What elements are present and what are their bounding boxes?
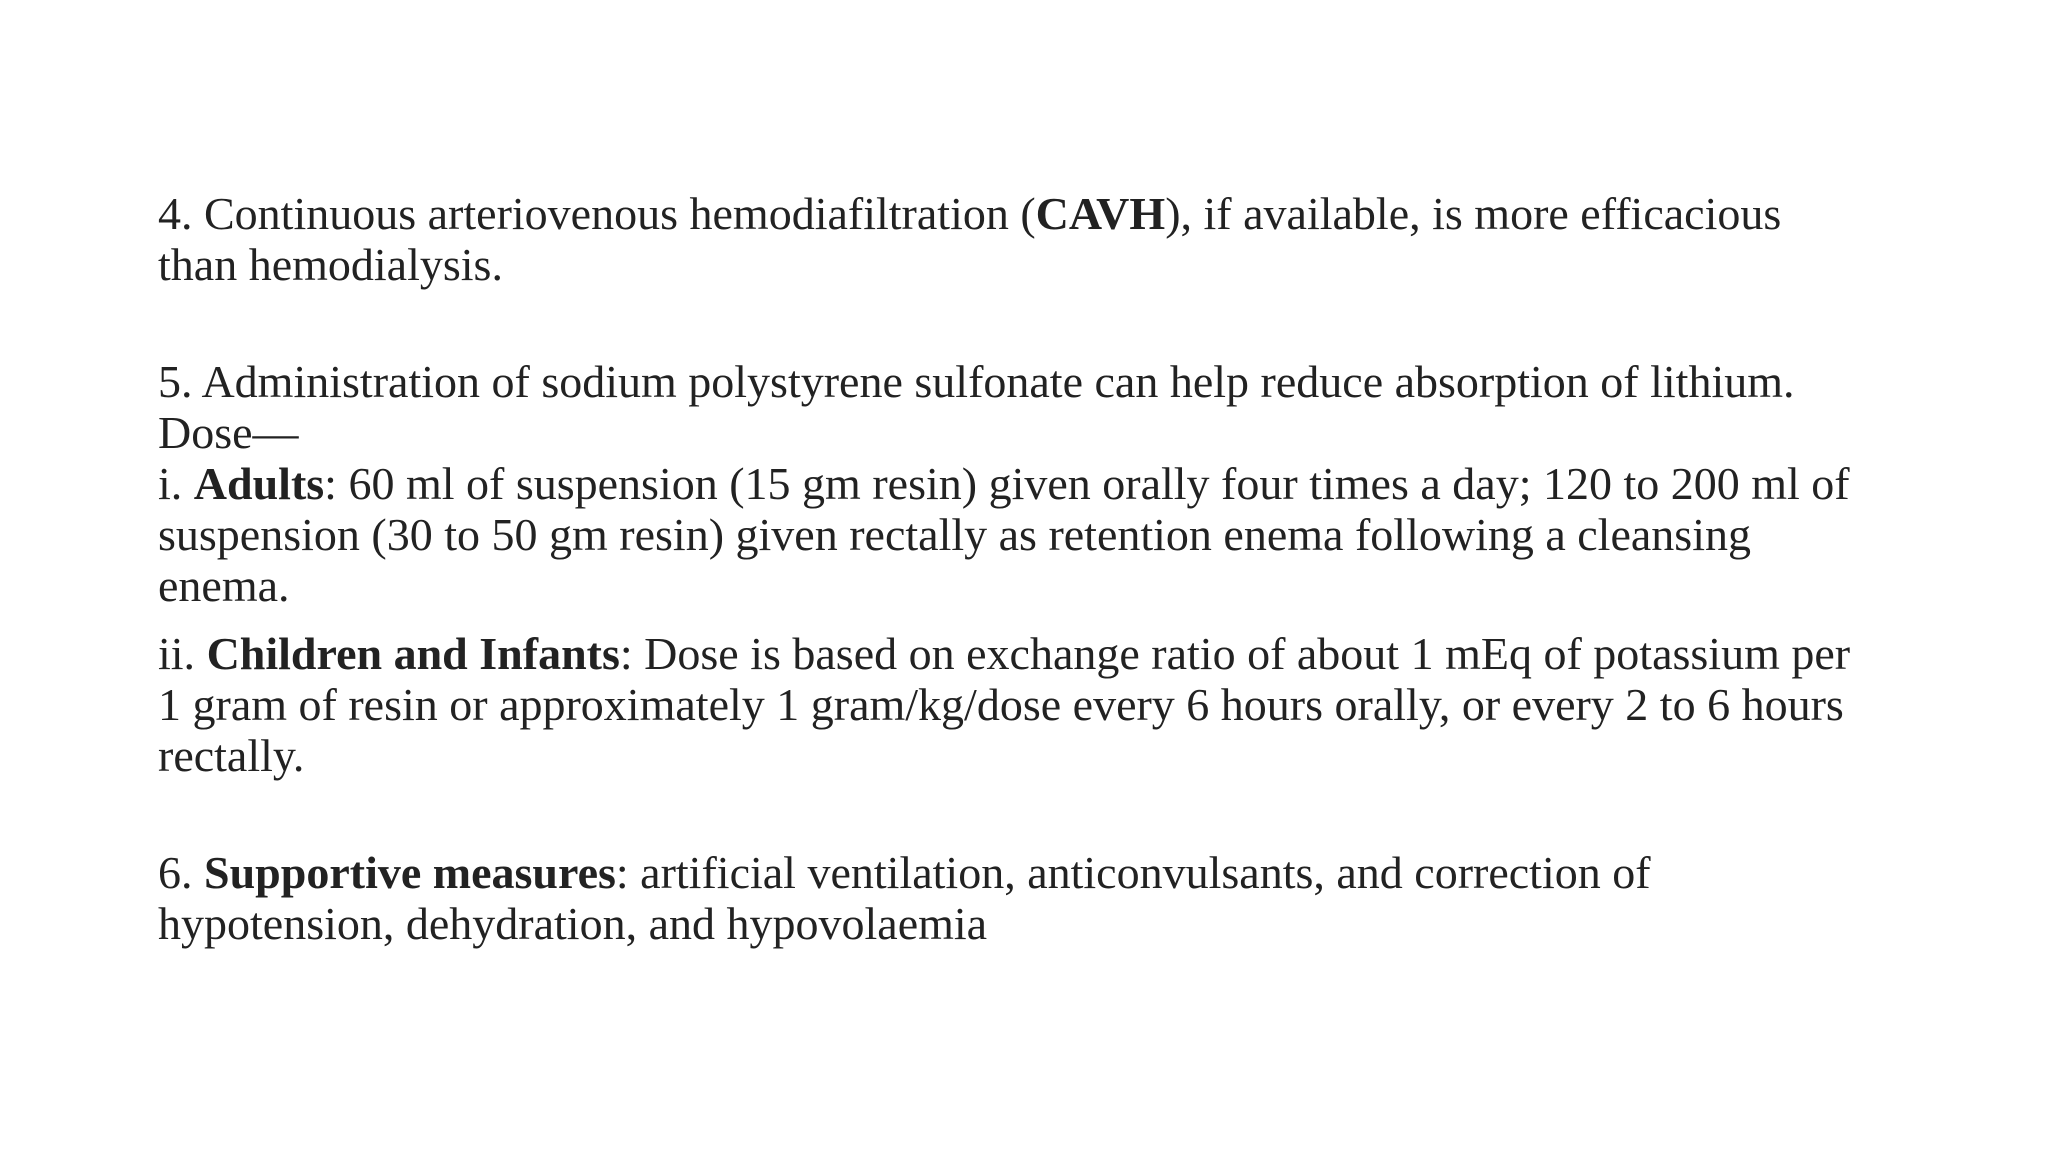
spacer	[158, 611, 1918, 628]
item-6-line-1	[158, 847, 1918, 898]
spacer	[158, 290, 1918, 356]
item-4-text-before: Continuous arteriovenous hemodiafiltration (	[204, 188, 1036, 239]
item-6-number: 6.	[158, 847, 193, 898]
item-4	[158, 188, 1918, 290]
item-4-text-after: ), if available, is more efficacious	[1165, 188, 1782, 239]
adults-line-2: suspension (30 to 50 gm resin) given rectally as retention enema following a cleansing	[158, 509, 1751, 560]
item-5-adults	[158, 458, 1918, 611]
item-5-line-1: 5. Administration of sodium polystyrene sulfonate can help reduce absorption of lithium.	[158, 356, 1795, 407]
item-5-children	[158, 628, 1918, 781]
item-4-bold-term: CAVH	[1035, 188, 1166, 239]
spacer	[158, 781, 1918, 847]
adults-line-3: enema.	[158, 560, 290, 611]
item-6	[158, 847, 1918, 949]
children-prefix: ii.	[158, 628, 196, 679]
children-bold-term: Children and Infants	[206, 628, 620, 679]
item-5-dose-heading: Dose—	[158, 407, 299, 458]
adults-bold-term: Adults	[193, 458, 325, 509]
item-6-text: : artificial ventilation, anticonvulsants, and correction of	[615, 847, 1651, 898]
children-text: : Dose is based on exchange ratio of about 1 mEq of potassium per	[619, 628, 1851, 679]
adults-prefix: i.	[158, 458, 183, 509]
adults-text: : 60 ml of suspension (15 gm resin) given orally four times a day; 120 to 200 ml of	[324, 458, 1850, 509]
item-4-number: 4.	[158, 188, 193, 239]
children-line-1	[158, 628, 1918, 679]
children-line-3: rectally.	[158, 730, 305, 781]
item-6-bold-term: Supportive measures	[204, 847, 616, 898]
item-5	[158, 356, 1918, 781]
slide-content	[158, 188, 1918, 949]
children-line-2: 1 gram of resin or approximately 1 gram/kg/dose every 6 hours orally, or every 2 to 6 hours	[158, 679, 1844, 730]
adults-line-1	[158, 458, 1918, 509]
item-4-line-2: than hemodialysis.	[158, 239, 503, 290]
item-4-line-1	[158, 188, 1918, 239]
item-6-line-2: hypotension, dehydration, and hypovolaemia	[158, 898, 988, 949]
